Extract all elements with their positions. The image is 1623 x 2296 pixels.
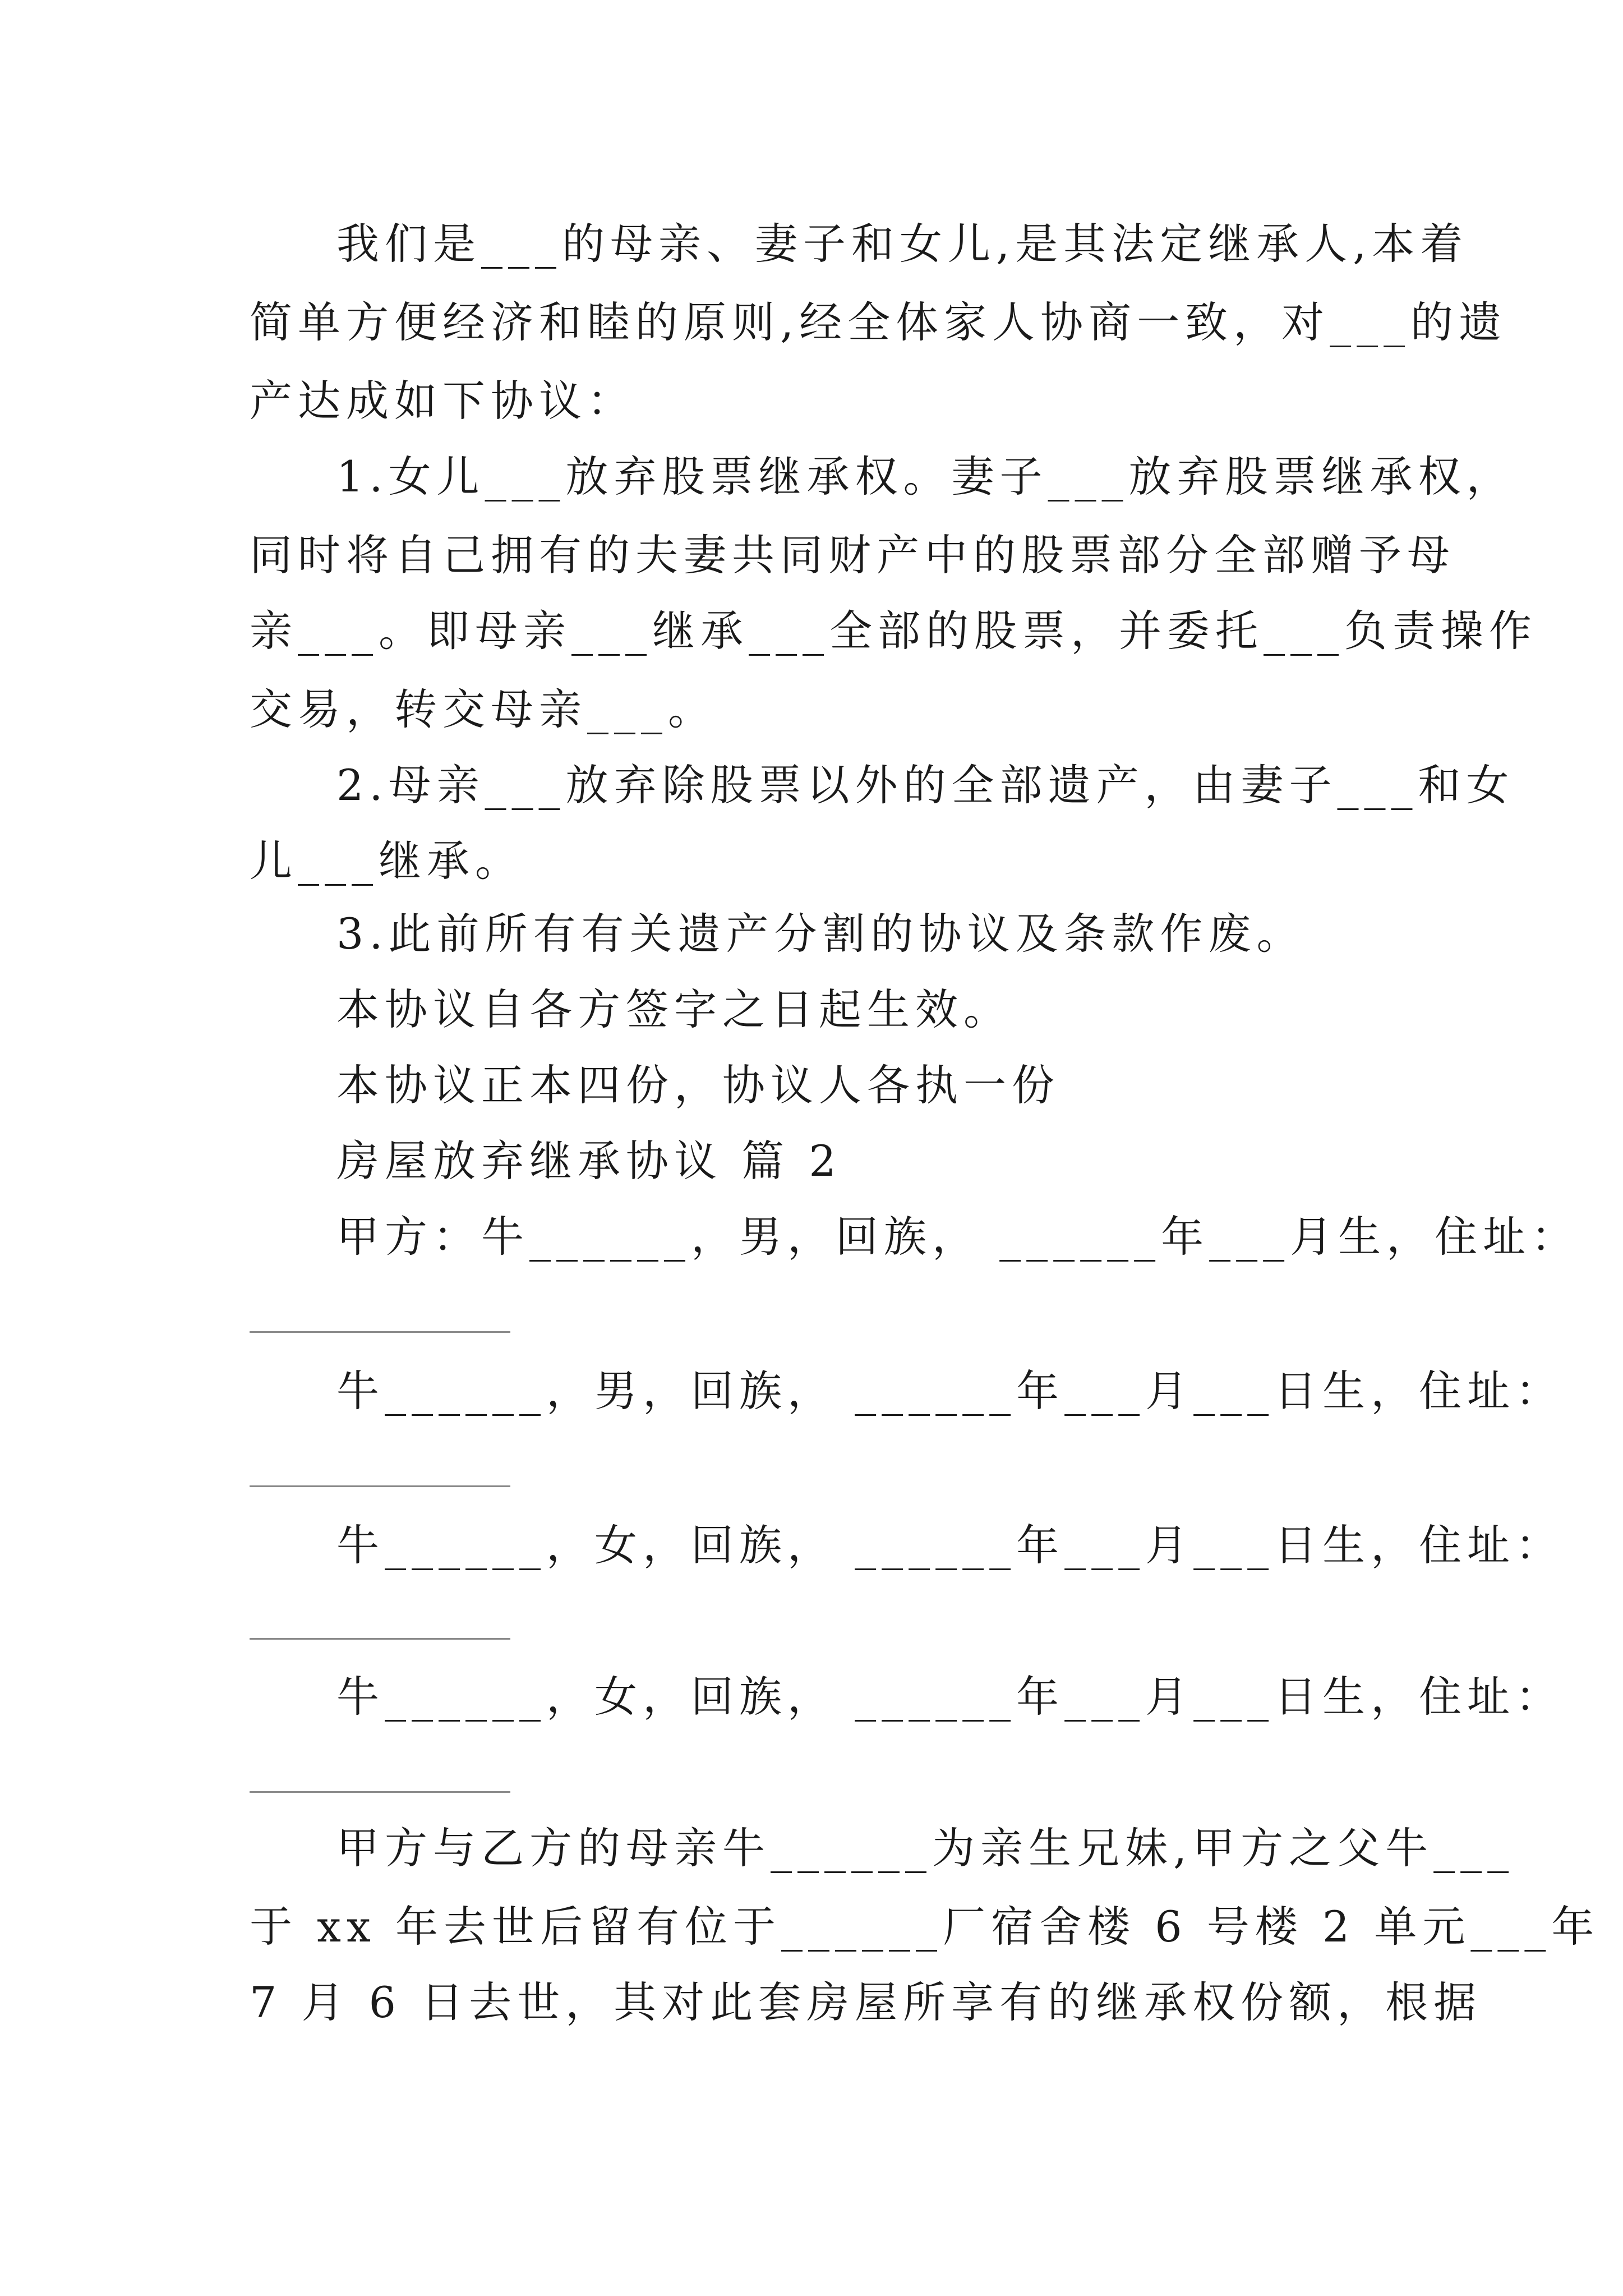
section2-title: 房屋放弃继承协议 篇 2	[336, 1136, 842, 1186]
body-line1: 甲方与乙方的母亲牛______为亲生兄妹,甲方之父牛___	[336, 1823, 1515, 1873]
effective-clause: 本协议自各方签字之日起生效。	[336, 984, 1012, 1034]
paragraph1-line1: 我们是___的母亲、妻子和女儿,是其法定继承人,本着	[336, 219, 1469, 269]
address-blank-2	[250, 1485, 510, 1487]
body-line2: 于 xx 年去世后留有位于______厂宿舍楼 6 号楼 2 单元___年	[250, 1902, 1600, 1952]
body-line3: 7 月 6 日去世，其对此套房屋所享有的继承权份额，根据	[250, 1977, 1482, 2027]
address-blank-3	[250, 1638, 510, 1640]
clause3: 3.此前所有有关遗产分割的协议及条款作废。	[336, 909, 1305, 959]
party-row-3: 牛______，女，回族， ______年___月___日生，住址：	[336, 1520, 1564, 1570]
party-a-line: 甲方：牛______，男，回族， ______年___月生，住址：	[336, 1212, 1580, 1262]
paragraph1-line2: 简单方便经济和睦的原则,经全体家人协商一致，对___的遗	[250, 297, 1507, 347]
copies-clause: 本协议正本四份，协议人各执一份	[336, 1060, 1060, 1110]
party-row-2: 牛______，男，回族， ______年___月___日生，住址：	[336, 1366, 1564, 1416]
clause2-line1: 2.母亲___放弃除股票以外的全部遗产，由妻子___和女	[336, 760, 1515, 810]
clause2-line2: 儿___继承。	[250, 836, 523, 886]
party-row-4: 牛______，女，回族， ______年___月___日生，住址：	[336, 1672, 1564, 1722]
clause1-line3: 亲___。即母亲___继承___全部的股票，并委托___负责操作	[250, 606, 1537, 656]
clause1-line2: 同时将自己拥有的夫妻共同财产中的股票部分全部赠予母	[250, 530, 1455, 580]
address-blank-1	[250, 1331, 510, 1333]
paragraph1-line3: 产达成如下协议：	[250, 376, 635, 426]
clause1-line4: 交易，转交母亲___。	[250, 684, 716, 734]
address-blank-4	[250, 1791, 510, 1793]
clause1-line1: 1.女儿___放弃股票继承权。妻子___放弃股票继承权，	[336, 452, 1515, 501]
